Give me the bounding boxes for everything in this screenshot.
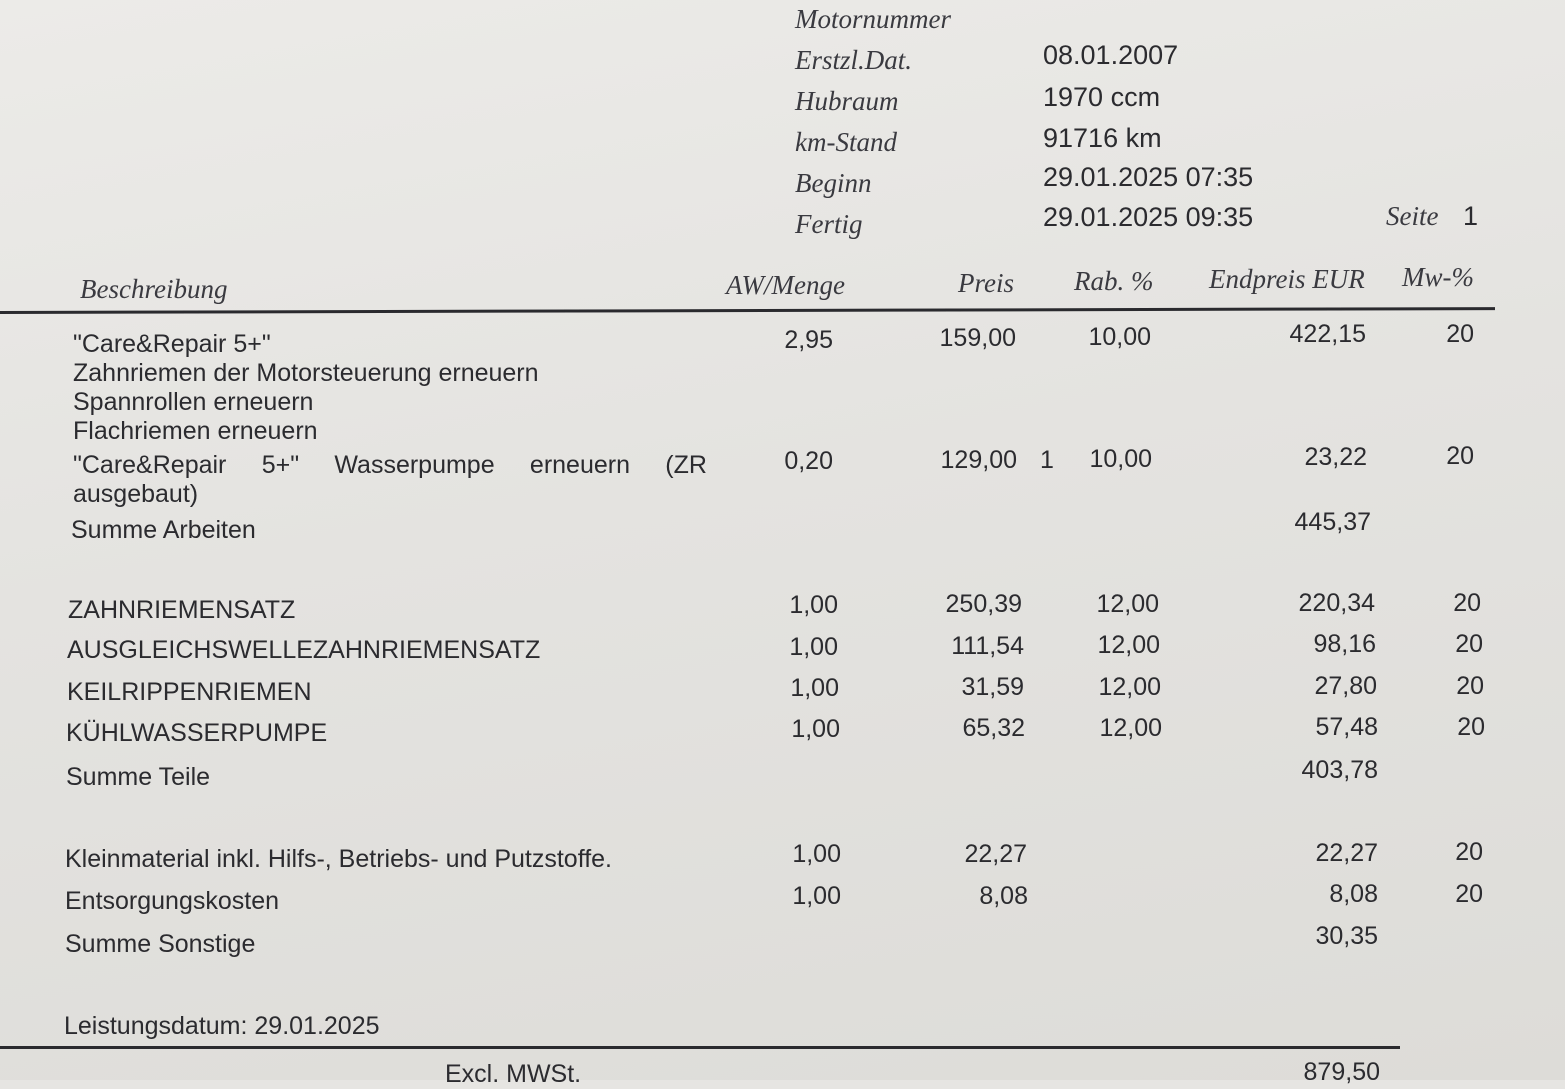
col-total: Endpreis EUR [1209, 264, 1365, 294]
part-vat: 20 [1456, 672, 1484, 700]
part-total: 57,48 [1315, 713, 1378, 741]
labor-item-1-vat: 20 [1446, 320, 1474, 348]
labor-item-2-word: Wasserpumpe [334, 451, 495, 479]
finish-label: Fertig [795, 209, 863, 239]
col-quantity: AW/Menge [726, 270, 845, 300]
col-vat: Mw-% [1402, 262, 1474, 292]
part-price: 111,54 [951, 632, 1024, 660]
part-total: 220,34 [1298, 589, 1375, 617]
labor-sum-label: Summe Arbeiten [71, 516, 256, 544]
other-item-total: 22,27 [1315, 839, 1378, 867]
net-total-value: 879,50 [1303, 1058, 1380, 1086]
labor-item-2-discount: 10,00 [1089, 445, 1152, 473]
part-price: 31,59 [961, 673, 1024, 701]
other-item-vat: 20 [1455, 838, 1483, 866]
labor-item-2-flag: 1 [1040, 446, 1054, 474]
page-label: Seite [1386, 201, 1439, 231]
col-description: Beschreibung [80, 274, 228, 304]
labor-sum-value: 445,37 [1294, 508, 1371, 536]
part-vat: 20 [1455, 630, 1483, 658]
parts-sum-value: 403,78 [1301, 756, 1378, 784]
part-vat: 20 [1457, 713, 1485, 741]
header-rule [0, 307, 1495, 314]
labor-item-2-price: 129,00 [940, 446, 1017, 474]
part-total: 27,80 [1314, 672, 1377, 700]
service-date: Leistungsdatum: 29.01.2025 [64, 1012, 380, 1040]
labor-item-2-total: 23,22 [1304, 443, 1367, 471]
finish-value: 29.01.2025 09:35 [1043, 202, 1254, 232]
part-discount: 12,00 [1096, 590, 1159, 618]
mileage-label: km-Stand [795, 127, 897, 157]
part-qty: 1,00 [789, 633, 838, 661]
part-price: 250,39 [945, 590, 1022, 618]
part-qty: 1,00 [791, 715, 840, 743]
labor-item-1-price: 159,00 [939, 324, 1016, 352]
other-sum-label: Summe Sonstige [65, 930, 256, 958]
part-name: ZAHNRIEMENSATZ [68, 596, 296, 624]
col-price: Preis [958, 268, 1014, 298]
labor-item-2-qty: 0,20 [784, 447, 833, 475]
other-item-price: 8,08 [979, 882, 1028, 910]
other-item-vat: 20 [1455, 880, 1483, 908]
part-discount: 12,00 [1097, 631, 1160, 659]
labor-item-2-word: 5+" [261, 451, 300, 479]
footer-rule [0, 1046, 1400, 1049]
part-qty: 1,00 [789, 591, 838, 619]
part-name: KEILRIPPENRIEMEN [67, 678, 312, 706]
part-total: 98,16 [1313, 630, 1376, 658]
labor-item-1-qty: 2,95 [784, 326, 833, 354]
other-item-name: Entsorgungskosten [65, 887, 280, 915]
part-name: AUSGLEICHSWELLEZAHNRIEMENSATZ [67, 636, 541, 664]
labor-item-1-total: 422,15 [1289, 320, 1366, 348]
net-total-label: Excl. MWSt. [445, 1060, 582, 1088]
labor-item-2-word: erneuern [529, 451, 630, 479]
col-discount: Rab. % [1074, 266, 1154, 296]
labor-item-1-line-3: Spannrollen erneuern [73, 388, 314, 416]
labor-item-2-word: (ZR [665, 451, 707, 479]
other-item-qty: 1,00 [792, 840, 841, 868]
other-item-price: 22,27 [964, 840, 1027, 868]
part-qty: 1,00 [790, 674, 839, 702]
first-registration-value: 08.01.2007 [1043, 40, 1179, 70]
other-item-total: 8,08 [1329, 880, 1378, 908]
labor-item-1-line-2: Zahnriemen der Motorsteuerung erneuern [73, 359, 539, 387]
part-vat: 20 [1453, 589, 1481, 617]
part-name: KÜHLWASSERPUMPE [66, 719, 328, 747]
displacement-label: Hubraum [795, 86, 899, 116]
displacement-value: 1970 ccm [1043, 82, 1161, 112]
engine-number-label: Motornummer [795, 4, 951, 34]
labor-item-2-vat: 20 [1446, 442, 1474, 470]
labor-item-1-line-4: Flachriemen erneuern [73, 417, 318, 445]
parts-sum-label: Summe Teile [66, 763, 211, 791]
part-price: 65,32 [962, 714, 1025, 742]
labor-item-2-line-2: ausgebaut) [73, 480, 199, 508]
other-item-qty: 1,00 [792, 882, 841, 910]
labor-item-1-discount: 10,00 [1088, 323, 1151, 351]
start-value: 29.01.2025 07:35 [1043, 162, 1254, 192]
other-item-name: Kleinmaterial inkl. Hilfs-, Betriebs- und Putzstoffe. [65, 845, 612, 873]
labor-item-2-word: "Care&Repair [73, 451, 227, 479]
start-label: Beginn [795, 168, 872, 198]
part-discount: 12,00 [1098, 673, 1161, 701]
labor-item-1-line-1: "Care&Repair 5+" [73, 330, 271, 358]
part-discount: 12,00 [1099, 714, 1162, 742]
other-sum-value: 30,35 [1315, 922, 1378, 950]
labor-item-2-line-1 [73, 451, 707, 480]
page-number: 1 [1463, 201, 1479, 231]
first-registration-label: Erstzl.Dat. [795, 45, 913, 75]
mileage-value: 91716 km [1043, 123, 1162, 153]
